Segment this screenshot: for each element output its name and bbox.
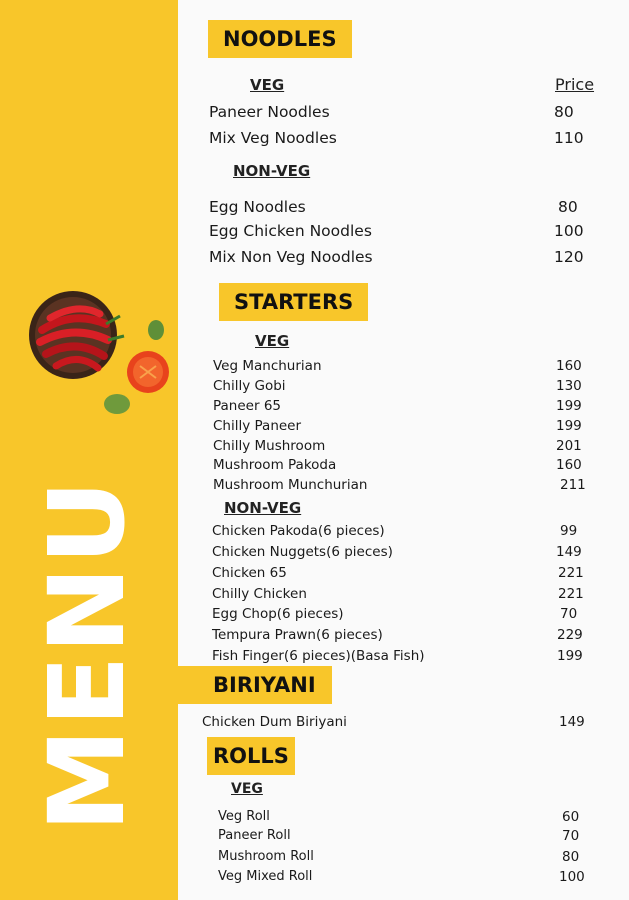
rolls-veg-label: VEG xyxy=(231,781,263,797)
item-price: 149 xyxy=(559,714,585,730)
item-price: 100 xyxy=(559,869,585,885)
item-name: Tempura Prawn(6 pieces) xyxy=(212,627,383,643)
item-name: Egg Chicken Noodles xyxy=(209,222,372,240)
item-name: Chilly Mushroom xyxy=(213,438,326,454)
menu-vertical-title: MENU xyxy=(26,477,148,833)
item-name: Fish Finger(6 pieces)(Basa Fish) xyxy=(212,648,425,664)
item-name: Paneer 65 xyxy=(213,398,281,414)
item-name: Mushroom Pakoda xyxy=(213,457,337,473)
item-name: Mix Veg Noodles xyxy=(209,129,337,147)
item-price: 99 xyxy=(560,523,578,539)
section-title-starters: STARTERS xyxy=(219,283,368,321)
item-price: 199 xyxy=(556,398,582,414)
noodles-veg-label: VEG xyxy=(250,76,285,94)
item-price: 70 xyxy=(560,606,578,622)
item-name: Mix Non Veg Noodles xyxy=(209,248,373,266)
item-price: 80 xyxy=(562,849,580,865)
item-price: 130 xyxy=(556,378,582,394)
item-name: Paneer Roll xyxy=(218,828,291,843)
item-name: Chilly Paneer xyxy=(213,418,302,434)
item-name: Mushroom Munchurian xyxy=(213,477,368,493)
item-name: Chicken Pakoda(6 pieces) xyxy=(212,523,385,539)
item-price: 149 xyxy=(556,544,582,560)
item-name: Chilly Gobi xyxy=(213,378,286,394)
chili-bowl-illustration xyxy=(28,290,178,420)
item-price: 211 xyxy=(560,477,586,493)
item-price: 221 xyxy=(558,586,584,602)
item-price: 199 xyxy=(557,648,583,664)
item-name: Veg Roll xyxy=(218,809,270,824)
noodles-nonveg-label: NON-VEG xyxy=(233,162,311,180)
item-price: 229 xyxy=(557,627,583,643)
price-column-header: Price xyxy=(555,75,595,94)
item-price: 60 xyxy=(562,809,580,825)
item-name: Mushroom Roll xyxy=(218,849,314,864)
item-price: 80 xyxy=(558,198,578,216)
sidebar-panel xyxy=(0,0,178,900)
item-price: 199 xyxy=(556,418,582,434)
item-name: Veg Manchurian xyxy=(213,358,322,374)
item-price: 110 xyxy=(554,129,584,147)
menu-content xyxy=(178,0,629,900)
item-price: 70 xyxy=(562,828,580,844)
item-price: 221 xyxy=(558,565,584,581)
item-name: Egg Chop(6 pieces) xyxy=(212,606,344,622)
item-name: Chicken Nuggets(6 pieces) xyxy=(212,544,393,560)
item-name: Veg Mixed Roll xyxy=(218,869,313,884)
item-name: Chicken 65 xyxy=(212,565,287,581)
item-price: 120 xyxy=(554,248,584,266)
item-name: Paneer Noodles xyxy=(209,103,330,121)
item-name: Egg Noodles xyxy=(209,198,306,216)
section-title-rolls: ROLLS xyxy=(207,737,295,775)
item-name: Chicken Dum Biriyani xyxy=(202,714,347,730)
item-price: 80 xyxy=(554,103,574,121)
item-price: 201 xyxy=(556,438,582,454)
section-title-biriyani: BIRIYANI xyxy=(163,666,332,704)
starters-veg-label: VEG xyxy=(255,332,290,350)
item-price: 160 xyxy=(556,457,582,473)
item-name: Chilly Chicken xyxy=(212,586,307,602)
starters-nonveg-label: NON-VEG xyxy=(224,499,302,517)
item-price: 100 xyxy=(554,222,584,240)
item-price: 160 xyxy=(556,358,582,374)
section-title-noodles: NOODLES xyxy=(208,20,352,58)
